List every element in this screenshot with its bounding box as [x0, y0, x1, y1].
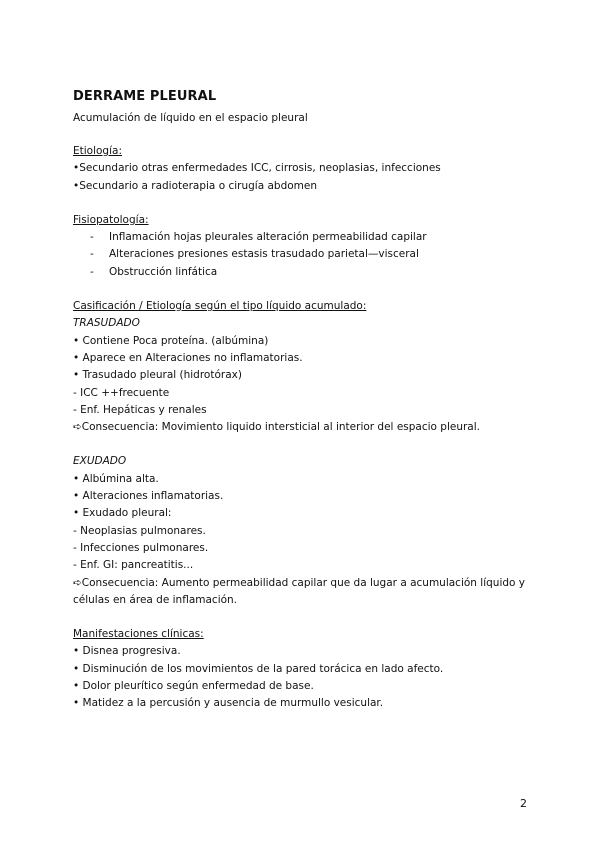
- trasudado-item: • Trasudado pleural (hidrotórax): [73, 369, 242, 382]
- dash-marker: -: [90, 265, 94, 278]
- exudado-item: • Albúmina alta.: [73, 472, 159, 485]
- spacer: [73, 609, 553, 626]
- etiologia-heading: Etiología:: [73, 145, 122, 157]
- exudado-item: - Neoplasias pulmonares.: [73, 524, 206, 537]
- trasudado-label: TRASUDADO: [73, 317, 140, 330]
- fisiopatologia-item: [73, 229, 553, 246]
- dash-marker: -: [90, 231, 94, 244]
- dash-marker: -: [90, 248, 94, 261]
- fisiopatologia-heading: Fisiopatología:: [73, 213, 149, 226]
- etiologia-item: •Secundario otras enfermedades ICC, cirrosis, neoplasias, infecciones: [73, 162, 441, 175]
- exudado-item: • Exudado pleural:: [73, 507, 172, 520]
- fisiopatologia-item-text: Obstrucción linfática: [109, 265, 218, 278]
- document-page: [73, 88, 553, 713]
- exudado-item: - Infecciones pulmonares.: [73, 541, 209, 554]
- fisiopatologia-item-text: Alteraciones presiones estasis trasudado parietal—visceral: [109, 248, 419, 261]
- exudado-item: • Alteraciones inflamatorias.: [73, 490, 224, 503]
- trasudado-item: • Contiene Poca proteína. (albúmina): [73, 334, 269, 347]
- document-title: DERRAME PLEURAL: [73, 89, 217, 104]
- exudado-label: EXUDADO: [73, 455, 127, 468]
- trasudado-item: - ICC ++frecuente: [73, 386, 170, 399]
- page-number: 2: [520, 797, 527, 810]
- manifestaciones-item: • Matidez a la percusión y ausencia de murmullo vesicular.: [73, 697, 384, 710]
- manifestaciones-heading: Manifestaciones clínicas:: [73, 628, 204, 641]
- manifestaciones-item: • Dolor pleurítico según enfermedad de base.: [73, 680, 314, 693]
- fisiopatologia-item: [73, 264, 553, 281]
- exudado-consequence: ➪Consecuencia: Aumento permeabilidad capilar que da lugar a acumulación líquido y células en área de inflamación.: [73, 576, 526, 606]
- spacer: [73, 281, 553, 298]
- trasudado-consequence: ➪Consecuencia: Movimiento liquido intersticial al interior del espacio pleural.: [73, 421, 480, 434]
- manifestaciones-item: • Disminución de los movimientos de la pared torácica en lado afecto.: [73, 662, 444, 675]
- exudado-item: - Enf. GI: pancreatitis...: [73, 559, 194, 572]
- spacer: [73, 126, 553, 143]
- trasudado-item: • Aparece en Alteraciones no inflamatorias.: [73, 351, 303, 364]
- manifestaciones-item: • Disnea progresiva.: [73, 645, 181, 658]
- clasificacion-heading: Casificación / Etiología según el tipo líquido acumulado:: [73, 300, 367, 313]
- trasudado-item: - Enf. Hepáticas y renales: [73, 403, 207, 416]
- etiologia-item: •Secundario a radioterapia o cirugía abdomen: [73, 179, 318, 192]
- spacer: [73, 195, 553, 212]
- document-subtitle: Acumulación de líquido en el espacio pleural: [73, 112, 308, 124]
- fisiopatologia-item: [73, 246, 553, 263]
- spacer: [73, 436, 553, 453]
- fisiopatologia-item-text: Inflamación hojas pleurales alteración permeabilidad capilar: [109, 231, 427, 244]
